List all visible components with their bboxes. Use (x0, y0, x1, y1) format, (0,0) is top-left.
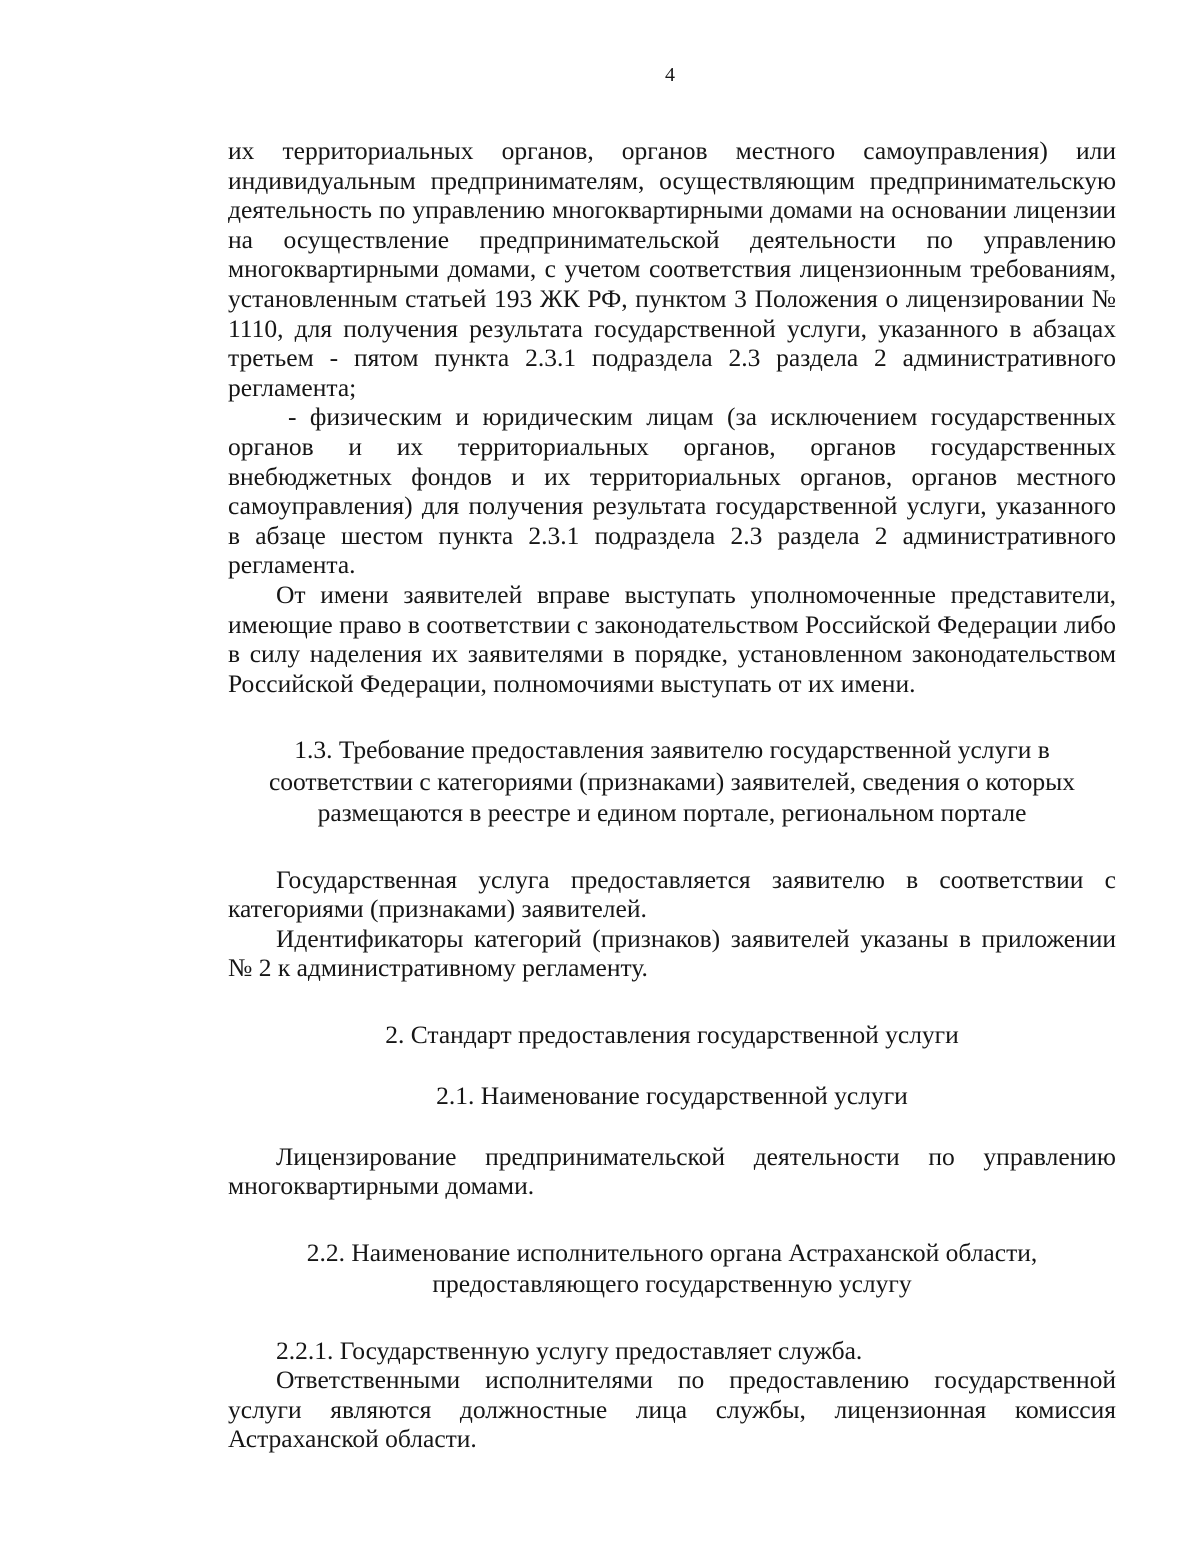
heading-line: предоставляющего государственную услугу (432, 1269, 912, 1299)
paragraph-representatives: От имени заявителей вправе выступать уполномоченные представители, имеющие право в соответствии с законодательством Российской Федерации либо в силу наделения их заявителями в порядке, установленном законодательством Российской Федерации, полномочиями выступать от их имени. (228, 579, 1116, 698)
paragraph-category-identifiers: Идентификаторы категорий (признаков) заявителей указаны в приложении № 2 к административному регламенту. (228, 923, 1116, 983)
heading-line: 2.2. Наименование исполнительного органа Астраханской области, (306, 1237, 1038, 1267)
paragraph-service-provided: Государственная услуга предоставляется заявителю в соответствии с категориями (признаками) заявителей. (228, 864, 1116, 924)
section-1-3-heading (228, 734, 1116, 828)
page-number: 4 (665, 64, 675, 86)
paragraph-responsible-executors: Ответственными исполнителями по предоставлению государственной услуги являются должностные лица службы, лицензионная комиссия Астраханской области. (228, 1365, 1116, 1454)
paragraph-applicants-individuals: - физическим и юридическим лицам (за исключением государственных органов и их территориальных органов, органов государственных внебюджетных фондов и их территориальных органов, органов местного самоуправления) для получения результата государственной услуги, указанного в абзаце шестом пункта 2.3.1 подраздела 2.3 раздела 2 административного регламента. (228, 402, 1116, 580)
section-2-heading: 2. Стандарт предоставления государственной услуги (385, 1019, 959, 1049)
paragraph-service-name: Лицензирование предпринимательской деятельности по управлению многоквартирными домами. (228, 1141, 1116, 1201)
heading-line: размещаются в реестре и едином портале, региональном портале (317, 798, 1027, 828)
heading-line: 1.3. Требование предоставления заявителю государственной услуги в (294, 735, 1050, 765)
heading-line: соответствии с категориями (признаками) заявителей, сведения о которых (268, 766, 1076, 796)
section-2-2-heading (228, 1237, 1116, 1300)
paragraph-applicants-continued: их территориальных органов, органов местного самоуправления) или индивидуальным предпринимателям, осуществляющим предпринимательскую деятельность по управлению многоквартирными домами на основании лицензии на осуществление предпринимательской деятельности по управлению многоквартирными домами, с учетом соответствия лицензионным требованиям, установленным статьей 193 ЖК РФ, пунктом 3 Положения о лицензировании № 1110, для получения результата государственной услуги, указанного в абзацах третьем - пятом пункта 2.3.1 подраздела 2.3 раздела 2 административного регламента; (228, 136, 1116, 402)
paragraph-provider: 2.2.1. Государственную услугу предоставляет служба. (276, 1335, 863, 1365)
document-body (228, 136, 1116, 1454)
section-2-1-heading: 2.1. Наименование государственной услуги (436, 1081, 908, 1111)
